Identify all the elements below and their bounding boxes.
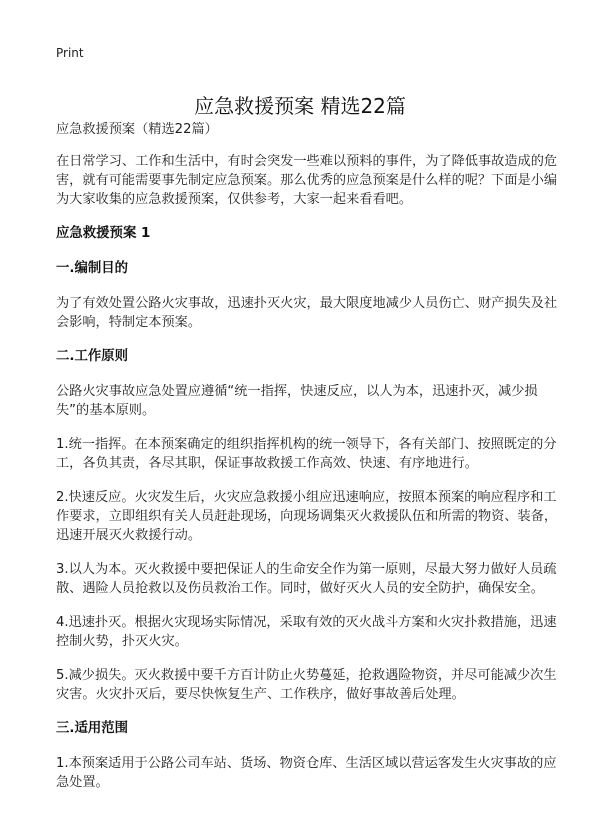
part-heading-scope: 三.适用范围 [56,721,129,736]
page-title: 应急救援预案 精选22篇 [194,94,406,119]
document-subtitle: 应急救援预案（精选22篇） [56,122,218,137]
purpose-paragraph: 为了有效处置公路火灾事故，迅速扑灭火灾，最大限度地减少人员伤亡、财产损失及社会影响，特制定本预案。 [56,296,558,330]
part-heading-purpose: 一.编制目的 [56,261,129,276]
print-link[interactable]: Print [56,46,84,60]
principle-item: 1.统一指挥。在本预案确定的组织指挥机构的统一领导下，各有关部门、按照既定的分工，各负其责，各尽其职，保证事故救援工作高效、快速、有序地进行。 [56,437,557,471]
section-heading: 应急救援预案 1 [56,226,151,241]
principle-item: 3.以人为本。灭火救援中要把保证人的生命安全作为第一原则，尽最大努力做好人员疏散、遇险人员抢救以及伤员救治工作。同时，做好灭火人员的安全防护，确保安全。 [56,562,557,596]
intro-paragraph: 在日常学习、工作和生活中，有时会突发一些难以预料的事件，为了降低事故造成的危害，就有可能需要事先制定应急预案。那么优秀的应急预案是什么样的呢？下面是小编为大家收集的应急救援预案，仅供参考，大家一起来看看吧。 [56,154,558,207]
document-body [56,120,560,807]
principle-item: 4.迅速扑灭。根据火灾现场实际情况，采取有效的灭火战斗方案和火灾扑救措施，迅速控制火势，扑灭火灾。 [56,615,557,649]
scope-item: 1.本预案适用于公路公司车站、货场、物资仓库、生活区域以营运客发生火灾事故的应急处置。 [56,756,557,790]
principle-item: 5.减少损失。灭火救援中要千方百计防止火势蔓延，抢救遇险物资，并尽可能减少次生灾害。火灾扑灭后，要尽快恢复生产、工作秩序，做好事故善后处理。 [56,668,557,702]
principle-item: 2.快速反应。火灾发生后，火灾应急救援小组应迅速响应，按照本预案的响应程序和工作要求，立即组织有关人员赶赴现场，向现场调集灭火救援队伍和所需的物资、装备，迅速开展灭火救援行动。 [56,490,558,543]
principles-paragraph: 公路火灾事故应急处置应遵循“统一指挥，快速反应，以人为本，迅速扑灭，减少损失”的基本原则。 [56,384,538,418]
part-heading-principles: 二.工作原则 [56,349,129,364]
